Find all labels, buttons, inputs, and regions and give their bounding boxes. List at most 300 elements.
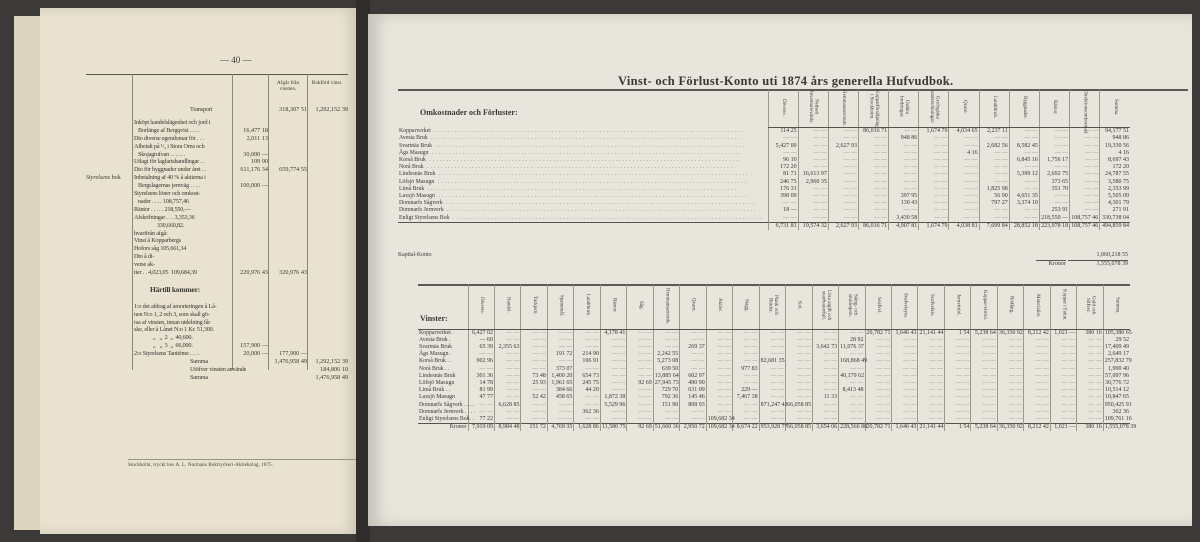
value-cell: — — [944,351,970,358]
value-cell: 871,247 42 [760,401,788,408]
value-cell: — — [944,366,970,373]
value-cell: — — [858,164,888,171]
table-row [418,409,1130,416]
value-cell: — — [627,344,653,351]
value-cell: — — [971,366,997,373]
value-cell: 2,682 56 [979,143,1009,150]
value-cell: — — [1009,215,1039,223]
value-cell: 20,782 71 [866,329,891,336]
afgar-amount: 318,307 51 [279,106,307,113]
value-cell: 5,399 12 [1009,171,1039,178]
column-header-text: Landtbruk. [584,294,590,317]
bokford-amount: 184,806 10 [320,365,348,373]
value-cell: — — [547,344,573,351]
row-label-cell [398,135,768,142]
ledger-line-text: Dto diverse egendomar för . . . [134,134,204,142]
value-cell: — — [600,337,626,344]
value-cell: — — [494,409,520,416]
value-cell: — — [706,409,732,416]
value-cell: — — [574,416,600,424]
value-cell: 384 66 [547,387,573,394]
value-cell: 77 22 [468,416,494,424]
table-row [418,337,1130,344]
value-cell: — — [1024,337,1050,344]
table-row [398,207,1130,214]
value-cell: — — [865,416,891,424]
value-cell: — — [733,402,759,409]
column-header [828,90,858,128]
column-header-text: Svafvel. [876,296,882,314]
value-cell: — — [1050,409,1076,416]
value-cell: — — [494,387,520,394]
value-cell: 52 42 [521,394,547,401]
value-cell: — — [759,366,785,373]
value-cell: 2,353 99 [1100,186,1130,193]
value-cell: — — [828,186,858,193]
value-cell: 86,016 71 [858,128,888,136]
value-cell: — — [839,366,865,373]
total-cell: 108,757 46 [1071,222,1099,229]
value-cell: — — [919,157,949,164]
value-cell: — — [759,387,785,394]
top-rule [86,74,348,75]
value-cell: — — [919,179,949,186]
value-cell: 1,400 20 [547,373,573,380]
value-cell: — — [1039,150,1069,157]
gains-table [418,285,1137,431]
ledger-line-text: Inköpt handelslägenhet och jord i [134,118,211,126]
totals-row [398,222,1130,230]
value-cell: 792 36 [653,394,679,401]
value-cell: — — [919,215,949,223]
value-cell: — — [979,157,1009,164]
total-cell: 36,350 92 [998,424,1023,431]
value-cell: — — [971,387,997,394]
column-header [798,90,828,128]
value-cell: — — [812,373,838,380]
ledger-line-text: Utlagt för lagfartshandlingar . . [134,158,205,166]
value-cell: — — [759,344,785,351]
value-cell: — — [919,143,949,150]
value-cell: 8,582 45 [1009,143,1039,150]
value-cell: — — [547,409,573,416]
value-cell: 6,845 16 [1009,157,1039,164]
value-cell: — — [997,402,1023,409]
value-cell: — — [706,329,732,337]
value-cell: — — [858,200,888,207]
value-cell: — — [1077,409,1103,416]
value-cell: — — [979,150,1009,157]
value-cell: 214 90 [574,351,600,358]
value-cell: — — [828,207,858,214]
value-cell: — — [918,394,944,401]
value-cell: — — [680,409,706,416]
total-cell: 4,907 81 [889,222,919,230]
value-cell: — — [971,337,997,344]
dot-leader: .......................................................................................... [425,157,740,164]
value-cell: — — [997,351,1023,358]
value-cell: 948 86 [1100,135,1130,142]
ledger-line-text: Dto för byggnader under året . . [134,166,206,174]
column-header [892,285,918,329]
value-cell: — — [494,416,520,424]
value-cell: — — [865,344,891,351]
column-rule [132,74,133,370]
row-label: Korså Bruk [399,157,426,164]
value-cell: 3,430 58 [889,215,919,223]
value-cell: — — [627,387,653,394]
value-cell: — — [971,416,997,424]
value-cell: — — [627,358,653,365]
total-cell: 1,555,078 39 [1104,424,1137,431]
column-header [706,285,732,329]
value-cell: — — [1077,358,1103,365]
row-label: Enligt Styrelsens Bok [399,214,450,221]
costs-heading: Omkostnader och Förluster: [420,108,518,117]
column-header-text: Koppar-vitriol. [981,290,987,321]
total-cell: 8,212 42 [1024,424,1050,432]
row-label: Lindesnäs Bruk [399,171,436,178]
value-cell: — — [865,358,891,365]
value-cell: — — [944,402,970,409]
row-label: Limå Bruk . . [419,387,451,394]
column-header-text: Kopparförsäljning i Stockholm. [868,90,880,127]
column-header [971,285,997,329]
value-cell: — — [574,402,600,409]
table-row [398,186,1130,193]
value-cell: — — [839,380,865,387]
value-cell: — — [494,380,520,387]
value-cell: — — [1070,143,1100,150]
column-header [944,285,970,329]
value-cell: — — [971,409,997,416]
value-cell: — — [786,337,812,344]
afgar-amount: 659,774 55 [279,166,307,174]
value-cell: — — [1070,128,1100,136]
ledger-line-text: Styrelsens löner och omkost- [134,190,201,197]
total-cell: 7,919 09 [468,424,494,432]
ledger-line-text: 2:o Styrelsens Tantième . . . . [134,350,200,358]
value-cell: — — [468,402,494,409]
value-cell: — — [944,380,970,387]
value-cell: 172 20 [1100,164,1130,171]
column-rule [268,74,269,370]
value-cell: — — [812,387,838,394]
header-afgar: Afgår från vinsten. [276,80,300,92]
column-header [627,285,653,329]
value-cell: — — [627,329,653,337]
value-cell: — — [892,337,918,344]
ledger-line-text: „ „ 2 „ 40,600. [134,334,193,342]
value-cell: 10,514 12 [1105,387,1129,394]
value-cell: — — [706,387,732,394]
ledger-line-text: Transport [190,106,213,113]
value-cell: — — [919,135,949,142]
value-cell: — — [944,387,970,394]
value-cell: — — [1070,207,1100,214]
row-label-cell [418,373,468,380]
value-cell: — — [521,337,547,344]
column-header [680,285,706,329]
value-cell: 269 37 [680,344,706,351]
value-cell: — — [1009,150,1039,157]
ledger-line-text: tier . . 4,023,05 109,684,39 [134,269,197,276]
value-cell: — — [1070,200,1100,207]
value-cell: — — [680,416,706,424]
value-cell: 948 86 [889,135,919,142]
value-cell: — — [786,329,812,337]
column-header-text: Stång- och smidesjern. [846,293,858,317]
value-cell: 6,628 85 [494,402,520,409]
value-cell: — — [1050,416,1076,424]
value-cell: 81 99 [468,387,494,394]
value-cell: 2,627 93 [828,143,858,150]
value-cell: — — [892,402,918,409]
column-header [979,90,1009,128]
capital-label: Kapital-Konto [398,252,432,258]
value-cell: — — [759,409,785,416]
table-row [418,329,1130,337]
value-cell: — — [494,366,520,373]
table-row [418,380,1130,387]
column-header [1009,90,1039,128]
value-cell: — — [839,402,865,409]
value-cell: — — [1050,337,1076,344]
value-cell: — — [1077,402,1103,409]
value-cell: 92 69 [627,380,653,387]
row-label-cell [398,143,768,150]
value-cell: — — [798,143,828,150]
value-cell: — — [759,394,785,401]
value-cell: 109,761 16 [1104,415,1132,422]
value-cell: — — [919,193,949,200]
value-cell: — — [1039,200,1069,207]
row-label-cell [398,150,768,157]
value-cell: 797 27 [979,200,1009,207]
value-cell: 29 52 [1103,337,1130,344]
value-cell: — — [889,186,919,193]
value-cell: 96 10 [768,157,798,164]
bokford-amount: 1,292,152 39 [315,358,348,365]
value-cell: — — [949,193,979,200]
column-header-text: Diverse. [780,98,786,116]
value-cell: — — [600,366,626,373]
value-cell: — — [1024,380,1050,387]
column-header [865,285,891,329]
value-cell: 218,550 — [1041,214,1069,221]
value-cell: — — [547,402,573,409]
row-label: Avesta Bruk . [419,336,451,343]
value-cell: — — [768,215,798,223]
value-cell: — — [1070,193,1100,200]
value-cell: — — [521,387,547,394]
value-cell: — — [918,351,944,358]
column-header [1077,285,1103,329]
amount-cell: 611,176 34 [240,166,268,174]
value-cell: — — [865,402,891,409]
amount-cell: 20,000 — [243,350,268,358]
column-header-text: Svafvelkis. [928,293,934,317]
row-label: Ågs Masugn [399,149,429,156]
value-cell: — — [865,373,891,380]
column-header-text: Byggnader. [1022,95,1028,119]
value-cell: — — [858,186,888,193]
value-cell: — — [1050,351,1076,358]
value-cell: 105,380 65 [1104,329,1132,336]
page-title: Vinst- och Förlust-Konto uti 1874 års generella Hufvudbok. [618,74,954,88]
value-cell: — — [786,409,812,416]
value-cell: 106 91 [574,358,600,365]
row-label: Löfsjö Masugn [419,379,455,386]
value-cell: — — [889,179,919,186]
value-cell: 145 46 [680,394,706,401]
value-cell: 7,467 38 [733,394,759,401]
value-cell: — — [494,358,520,365]
value-cell: — — [812,358,838,365]
value-cell: — — [786,394,812,401]
value-cell: — — [997,358,1023,365]
value-cell: — — [828,128,858,136]
value-cell: — — [1077,337,1103,344]
table-row [418,351,1130,358]
value-cell: — — [1024,344,1050,351]
value-cell: 11,076 37 [840,343,864,350]
column-header [1039,90,1069,128]
value-cell: 57,097 96 [1105,372,1129,379]
value-cell: — — [1070,171,1100,178]
value-cell: — — [889,171,919,178]
column-header [1070,90,1100,135]
bokford-amount: 1,292,152 39 [315,106,348,113]
column-header-text: Osäkra fordringar. [898,96,910,118]
value-cell: — — [997,380,1023,387]
column-header [653,285,679,329]
value-cell: — — [944,344,970,351]
value-cell: 729 70 [653,387,679,394]
value-cell: 8,212 42 [1024,329,1050,337]
total-cell: 380 16 [1077,424,1103,432]
value-cell: — — [919,164,949,171]
value-cell: — — [733,416,759,424]
value-cell: — — [786,373,812,380]
value-cell: 5,238 64 [971,329,997,337]
column-header-text: Koppar i Falun. [1061,289,1067,321]
value-cell: — — [627,337,653,344]
ledger-line-text: Inbetalning af 40 % å aktierna i [134,174,206,182]
column-header [919,90,949,128]
column-header-text: Direktionsomkostnad. [1082,90,1088,135]
total-cell: 19,574 32 [798,222,828,230]
value-cell: 253 91 [1039,207,1069,214]
value-cell: — — [828,171,858,178]
total-cell: 51,660 36 [654,424,679,431]
value-cell: — — [918,344,944,351]
value-cell: 1 54 [944,329,970,337]
value-cell: 4,301 79 [1100,200,1130,207]
total-cell: 494,859 84 [1100,222,1130,230]
ledger-line-text: ras af vinsten, innan utdelning får [134,318,211,326]
value-cell: — — [759,337,785,344]
row-label-cell [418,387,468,394]
value-cell: — — [627,366,653,373]
value-cell: — — [1070,135,1100,142]
ledger-line-text: Vinst å Kopparbergs [134,237,181,245]
value-cell: — — [1070,157,1100,164]
kronor-label: Kronor [1036,260,1066,267]
table-row [398,215,1130,223]
value-cell: — — [1050,344,1076,351]
value-cell: 4 16 [1100,150,1130,157]
value-cell: — — [798,215,828,223]
value-cell: — — [1077,366,1103,373]
table-row [418,402,1130,409]
value-cell: — — [858,171,888,178]
value-cell: 1,825 98 [979,186,1009,193]
value-cell: — — [1050,358,1076,365]
value-cell: — — [812,416,838,424]
value-cell: — — [865,387,891,394]
value-cell: — — [759,416,785,424]
row-label: Avesta Bruk [399,135,428,142]
value-cell: 458 65 [547,394,573,401]
total-cell: 3,654 06 [812,424,838,432]
value-cell: 902 96 [468,358,494,365]
value-cell: — — [858,207,888,214]
right-page [368,14,1192,526]
value-cell: — — [653,409,679,416]
value-cell: 602 97 [680,373,706,380]
value-cell: — — [494,373,520,380]
ledger-line-text: Räntor . . . . . 218,550,— [134,205,191,213]
total-cell: 1,674 79 [919,222,949,230]
value-cell: — — [889,150,919,157]
afgar-amount: 320,976 43 [279,269,307,276]
value-cell: — — [828,179,858,186]
value-cell: — — [574,337,600,344]
value-cell: — — [892,394,918,401]
value-cell: 1,646 43 [892,329,918,337]
row-label-cell [418,366,468,373]
row-label: Korså Bruk . . [419,358,452,365]
row-label-cell [398,207,768,214]
value-cell: — — [1024,366,1050,373]
value-cell: — — [949,157,979,164]
value-cell: 271 91 [1100,207,1130,214]
value-cell: — — [979,215,1009,223]
value-cell: — — [919,207,949,214]
table-row [398,135,1130,142]
table-row [418,358,1130,365]
value-cell: — — [919,150,949,157]
value-cell: — — [918,366,944,373]
value-cell: 362 36 [1103,409,1130,416]
value-cell: — — [733,373,759,380]
column-header [1024,285,1050,329]
value-cell: — — [759,351,785,358]
value-cell: — — [944,373,970,380]
column-header [918,285,944,329]
value-cell: — — [468,366,494,373]
value-cell: — — [919,171,949,178]
column-header [733,285,759,329]
value-cell: — — [918,337,944,344]
total-cell: 7,699 84 [979,222,1009,230]
value-cell: — — [494,337,520,344]
total-cell: 5,238 64 [971,424,997,432]
value-cell: 5,505 09 [1100,193,1130,200]
value-cell: — — [1009,186,1039,193]
row-label: Laxsjö Masugn [399,193,435,200]
